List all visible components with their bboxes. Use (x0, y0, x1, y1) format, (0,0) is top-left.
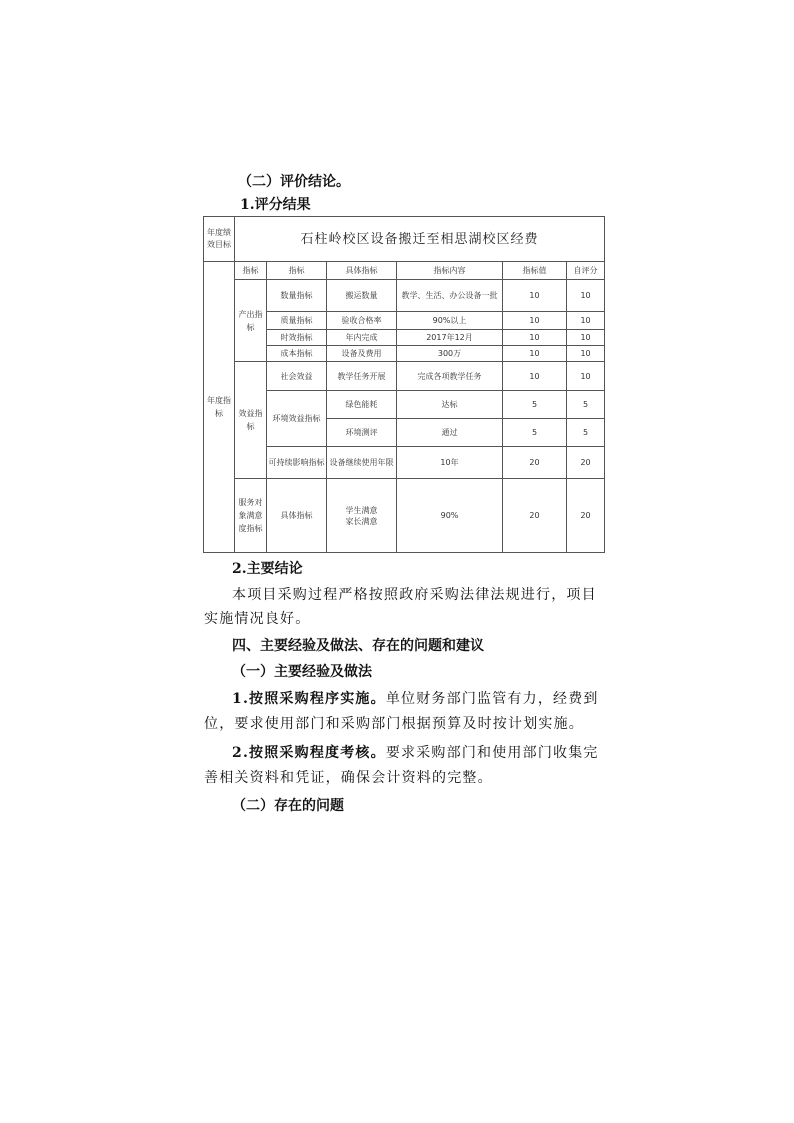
table-cell: 10 (503, 346, 567, 362)
table-cell: 验收合格率 (327, 312, 397, 330)
table-cell: 完成各项教学任务 (397, 362, 503, 391)
table-cell: 20 (503, 479, 567, 553)
table-cell (327, 479, 397, 553)
table-cell: 成本指标 (267, 346, 327, 362)
experience-1-text: 单位财务部门监管有力，经费到 (385, 691, 599, 707)
table-cell: 质量指标 (267, 312, 327, 330)
project-title-cell: 石柱岭校区设备搬迁至相思湖校区经费 (235, 217, 605, 262)
conclusion-line-2: 实施情况良好。 (204, 611, 311, 627)
satisfaction-parent: 家长满意 (345, 516, 378, 526)
table-cell: 5 (503, 419, 567, 447)
table-cell: 达标 (397, 391, 503, 419)
table-cell: 10 (503, 330, 567, 346)
table-cell: 20 (503, 447, 567, 479)
satisfaction-indicator-label: 服务对象满意度指标 (235, 479, 267, 553)
experience-2-line-2: 善相关资料和凭证，确保会计资料的完整。 (204, 770, 493, 786)
table-cell: 社会效益 (267, 362, 327, 391)
table-cell: 5 (567, 419, 605, 447)
table-cell: 设备继续使用年限 (327, 447, 397, 479)
table-cell: 可持续影响指标 (267, 447, 327, 479)
header-specific: 具体指标 (327, 262, 397, 280)
header-sub-indicator: 指标 (267, 262, 327, 280)
table-cell: 10 (503, 312, 567, 330)
table-cell: 数量指标 (267, 280, 327, 312)
table-cell: 5 (567, 391, 605, 419)
satisfaction-student: 学生满意 (345, 505, 378, 515)
table-cell: 具体指标 (267, 479, 327, 553)
table-cell: 10 (567, 330, 605, 346)
table-cell: 10 (567, 312, 605, 330)
table-cell: 时效指标 (267, 330, 327, 346)
table-cell: 2017年12月 (397, 330, 503, 346)
benefit-indicator-label: 效益指标 (235, 362, 267, 479)
output-indicator-label: 产出指标 (235, 280, 267, 362)
conclusion-line-1: 本项目采购过程严格按照政府采购法律法规进行，项目 (232, 587, 597, 603)
section-four-heading: 四、主要经验及做法、存在的问题和建议 (232, 638, 484, 654)
table-cell: 10年 (397, 447, 503, 479)
table-cell: 教学任务开展 (327, 362, 397, 391)
goal-label-cell: 年度绩效目标 (204, 217, 235, 262)
existing-problems-heading: （二）存在的问题 (232, 798, 344, 814)
header-value: 指标值 (503, 262, 567, 280)
main-conclusion-heading: 2.主要结论 (232, 561, 303, 577)
table-cell: 20 (567, 447, 605, 479)
table-cell: 5 (503, 391, 567, 419)
table-cell: 90% (397, 479, 503, 553)
table-cell: 设备及费用 (327, 346, 397, 362)
evaluation-table (203, 216, 605, 553)
table-cell: 10 (503, 280, 567, 312)
experience-1-line-1 (232, 689, 599, 709)
header-indicator: 指标 (235, 262, 267, 280)
table-cell: 环境测评 (327, 419, 397, 447)
experience-1-title: 1.按照采购程序实施。 (232, 691, 386, 707)
table-cell: 10 (567, 346, 605, 362)
table-cell: 90%以上 (397, 312, 503, 330)
experience-1-line-2: 位，要求使用部门和采购部门根据预算及时按计划实施。 (204, 716, 584, 732)
table-cell: 搬运数量 (327, 280, 397, 312)
table-cell: 300万 (397, 346, 503, 362)
main-experience-heading: （一）主要经验及做法 (232, 664, 372, 680)
experience-2-text: 要求采购部门和使用部门收集完 (385, 745, 599, 761)
environment-indicator-label: 环境效益指标 (267, 391, 327, 447)
scoring-result-heading: 1.评分结果 (240, 197, 311, 213)
evaluation-conclusion-heading: （二）评价结论。 (238, 174, 350, 190)
table-cell: 教学、生活、办公设备一批 (397, 280, 503, 312)
year-indicator-label: 年度指标 (204, 262, 235, 553)
experience-2-line-1 (232, 743, 599, 763)
table-cell: 通过 (397, 419, 503, 447)
table-cell: 10 (567, 362, 605, 391)
table-cell: 10 (503, 362, 567, 391)
table-cell: 年内完成 (327, 330, 397, 346)
table-cell: 绿色能耗 (327, 391, 397, 419)
experience-2-title: 2.按照采购程度考核。 (232, 745, 386, 761)
header-content: 指标内容 (397, 262, 503, 280)
table-cell: 10 (567, 280, 605, 312)
header-self-score: 自评分 (567, 262, 605, 280)
table-cell: 20 (567, 479, 605, 553)
